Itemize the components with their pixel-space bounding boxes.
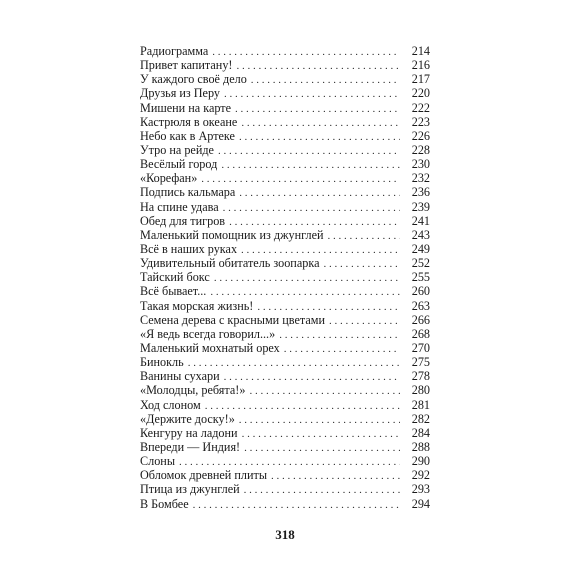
toc-entry: [140, 341, 430, 355]
toc-entry: [140, 270, 430, 284]
toc-dot-leader: [242, 427, 400, 441]
toc-dot-leader: [229, 215, 400, 229]
toc-entry-title: Привет капитану!: [140, 58, 233, 73]
toc-entry-page: 268: [411, 326, 430, 341]
toc-entry: [140, 426, 430, 440]
toc-entry-page: 252: [411, 256, 430, 271]
toc-entry-page: 266: [411, 312, 430, 327]
toc-entry-page: 281: [411, 397, 430, 412]
toc-entry-page: 236: [411, 185, 430, 200]
toc-dot-leader: [224, 370, 400, 384]
toc-entry-page: 263: [411, 298, 430, 313]
toc-dot-leader: [249, 384, 400, 398]
toc-entry-page: 216: [411, 58, 430, 73]
toc-entry-title: В Бомбее: [140, 496, 189, 511]
toc-entry-page: 230: [411, 157, 430, 172]
toc-entry-page: 294: [411, 496, 430, 511]
toc-entry-title: Маленький помощник из джунглей: [140, 227, 324, 242]
toc-entry-title: Ванины сухари: [140, 369, 220, 384]
toc-entry: [140, 228, 430, 242]
table-of-contents: [140, 44, 430, 511]
toc-entry-page: 239: [411, 199, 430, 214]
toc-entry: [140, 327, 430, 341]
toc-entry-page: 288: [411, 439, 430, 454]
toc-entry-page: 282: [411, 411, 430, 426]
toc-entry-page: 255: [411, 270, 430, 285]
toc-entry: [140, 383, 430, 397]
toc-entry-page: 278: [411, 369, 430, 384]
toc-dot-leader: [328, 229, 400, 243]
toc-entry-page: 293: [411, 482, 430, 497]
toc-entry-title: Обломок древней плиты: [140, 468, 268, 483]
toc-dot-leader: [221, 158, 400, 172]
toc-entry-title: Небо как в Артеке: [140, 128, 235, 143]
toc-entry-page: 260: [411, 284, 430, 299]
toc-entry-title: Всё бывает...: [140, 284, 207, 299]
toc-entry-title: Семена дерева с красными цветами: [140, 312, 325, 327]
toc-entry-page: 214: [411, 44, 430, 58]
toc-entry: [140, 214, 430, 228]
toc-entry-title: Ход слоном: [140, 397, 201, 412]
toc-entry: [140, 440, 430, 454]
toc-entry: [140, 313, 430, 327]
toc-entry-title: Утро на рейде: [140, 142, 214, 157]
toc-entry-page: 223: [411, 114, 430, 129]
toc-entry-title: Друзья из Перу: [140, 86, 220, 101]
toc-entry-title: Впереди — Индия!: [140, 439, 241, 454]
toc-dot-leader: [205, 399, 400, 413]
toc-entry-page: 292: [411, 468, 430, 483]
toc-entry-title: Радиограмма: [140, 44, 209, 58]
toc-dot-leader: [210, 285, 400, 299]
toc-entry: [140, 44, 430, 58]
toc-entry-title: Слоны: [140, 454, 176, 469]
toc-entry-title: Удивительный обитатель зоопарка: [140, 256, 320, 271]
toc-entry-title: «Молодцы, ребята!»: [140, 383, 246, 398]
toc-dot-leader: [279, 328, 400, 342]
toc-entry-page: 222: [411, 100, 430, 115]
toc-entry-page: 228: [411, 142, 430, 157]
toc-dot-leader: [223, 201, 400, 215]
toc-dot-leader: [214, 271, 400, 285]
toc-entry-page: 270: [411, 340, 430, 355]
toc-dot-leader: [193, 498, 400, 512]
toc-entry-page: 284: [411, 425, 430, 440]
toc-dot-leader: [188, 356, 400, 370]
toc-dot-leader: [235, 102, 400, 116]
toc-dot-leader: [201, 172, 400, 186]
toc-entry-title: Всё в наших руках: [140, 241, 238, 256]
toc-entry-title: У каждого своё дело: [140, 72, 247, 87]
toc-dot-leader: [224, 87, 400, 101]
toc-entry-page: 226: [411, 128, 430, 143]
page-number: 318: [275, 527, 295, 542]
toc-entry-title: Птица из джунглей: [140, 482, 240, 497]
toc-entry-title: «Корефан»: [140, 171, 198, 186]
toc-entry-page: 290: [411, 454, 430, 469]
toc-entry: [140, 185, 430, 199]
toc-dot-leader: [236, 59, 400, 73]
toc-entry-page: 220: [411, 86, 430, 101]
toc-entry: [140, 369, 430, 383]
toc-entry-title: Обед для тигров: [140, 213, 226, 228]
toc-entry: [140, 129, 430, 143]
toc-dot-leader: [244, 441, 400, 455]
toc-entry-page: 275: [411, 355, 430, 370]
toc-entry: [140, 355, 430, 369]
toc-dot-leader: [241, 243, 400, 257]
toc-entry: [140, 157, 430, 171]
toc-entry-page: 241: [411, 213, 430, 228]
toc-entry-title: На спине удава: [140, 199, 219, 214]
toc-entry-title: Весёлый город: [140, 157, 218, 172]
toc-entry: [140, 412, 430, 426]
toc-entry-title: Кенгуру на ладони: [140, 425, 238, 440]
toc-dot-leader: [239, 413, 400, 427]
toc-entry-title: Маленький мохнатый орех: [140, 340, 280, 355]
toc-entry-title: Мишени на карте: [140, 100, 232, 115]
toc-entry: [140, 482, 430, 496]
toc-dot-leader: [218, 144, 400, 158]
toc-dot-leader: [251, 73, 400, 87]
toc-entry: [140, 58, 430, 72]
toc-dot-leader: [244, 483, 400, 497]
toc-entry: [140, 72, 430, 86]
toc-entry-page: 280: [411, 383, 430, 398]
toc-entry: [140, 242, 430, 256]
toc-entry: [140, 299, 430, 313]
toc-entry: [140, 497, 430, 511]
toc-dot-leader: [212, 45, 400, 59]
toc-entry-page: 249: [411, 241, 430, 256]
toc-entry-page: 243: [411, 227, 430, 242]
toc-dot-leader: [323, 257, 400, 271]
toc-entry: [140, 115, 430, 129]
toc-entry-title: Бинокль: [140, 355, 184, 370]
toc-entry: [140, 101, 430, 115]
toc-entry: [140, 86, 430, 100]
toc-entry: [140, 256, 430, 270]
toc-dot-leader: [284, 342, 400, 356]
toc-entry-title: «Держите доску!»: [140, 411, 235, 426]
toc-entry-title: Подпись кальмара: [140, 185, 236, 200]
toc-entry-title: Такая морская жизнь!: [140, 298, 254, 313]
toc-entry: [140, 398, 430, 412]
toc-dot-leader: [329, 314, 400, 328]
toc-entry: [140, 143, 430, 157]
toc-entry-page: 232: [411, 171, 430, 186]
toc-dot-leader: [239, 186, 400, 200]
toc-dot-leader: [241, 116, 400, 130]
toc-dot-leader: [257, 300, 400, 314]
toc-entry: [140, 468, 430, 482]
toc-entry: [140, 200, 430, 214]
toc-dot-leader: [239, 130, 400, 144]
toc-entry-title: «Я ведь всегда говорил...»: [140, 326, 276, 341]
toc-entry-title: Кастрюля в океане: [140, 114, 238, 129]
toc-entry: [140, 454, 430, 468]
toc-dot-leader: [271, 469, 400, 483]
toc-entry-title: Тайский бокс: [140, 270, 210, 285]
toc-dot-leader: [179, 455, 400, 469]
toc-entry-page: 217: [411, 72, 430, 87]
toc-entry: [140, 284, 430, 298]
toc-entry: [140, 171, 430, 185]
